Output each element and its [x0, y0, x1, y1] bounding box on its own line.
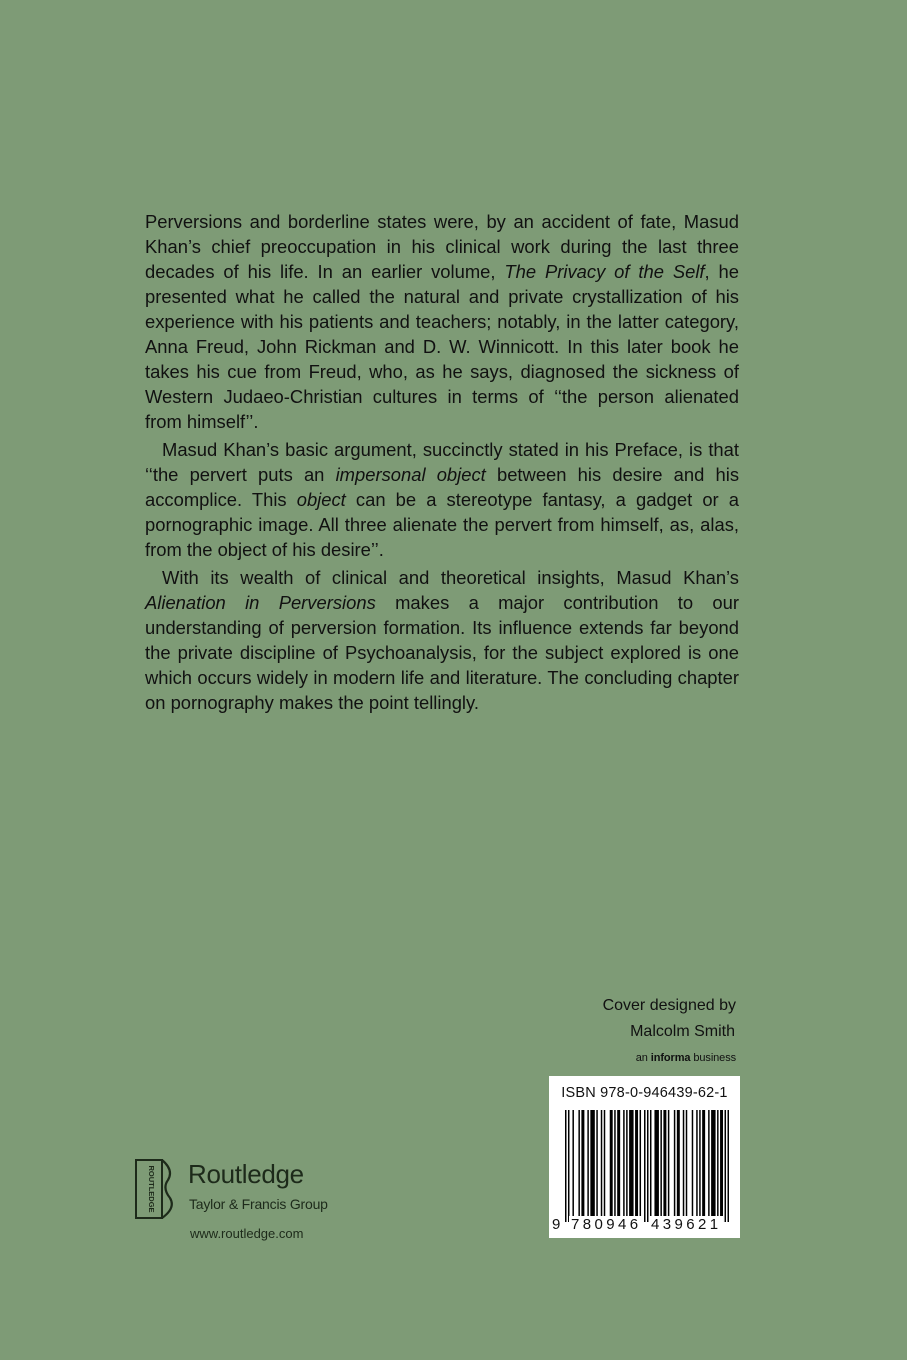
barcode-bar-29: [692, 1110, 693, 1222]
emblem-vertical-text: ROUTLEDGE: [147, 1165, 156, 1213]
barcode-bar-17: [640, 1110, 641, 1222]
barcode-bar-25: [674, 1110, 675, 1222]
barcode-bar-32: [702, 1110, 705, 1222]
blurb-p2-text-b: between his desire and his accomplice. This: [145, 464, 740, 510]
barcode-bar-21: [654, 1110, 658, 1222]
routledge-logo: [134, 1158, 354, 1222]
credit-line-2: Malcolm Smith: [630, 1023, 735, 1040]
informa-pre: an: [635, 1052, 651, 1064]
blurb-p3-text-b: makes a major contribution to our understanding of perversion formation. Its influence extends far beyond the private discipline of Psychoanalysis, for the subject explored is one which occurs widely in modern life and literature. The concluding chapter on pornography makes the point tellingly.: [145, 592, 739, 713]
barcode-bar-33: [708, 1110, 709, 1222]
informa-brand: informa: [650, 1052, 691, 1064]
blurb-p2-text-a: Masud Khan’s basic argument, succinctly stated in his Preface, is that ‘‘the pervert puts an: [145, 439, 739, 485]
barcode-bar-11: [614, 1110, 615, 1222]
publisher-website: www.routledge.com: [190, 1226, 304, 1241]
barcode-bar-22: [660, 1110, 661, 1222]
barcode-bar-24: [668, 1110, 669, 1222]
barcode-bar-27: [683, 1110, 684, 1222]
barcode-bar-28: [686, 1110, 687, 1222]
cover-designer-credit: [603, 993, 736, 1045]
barcode-bar-19: [647, 1110, 648, 1222]
barcode-bar-9: [604, 1110, 605, 1222]
blurb-p1-text-b: , he presented what he called the natural and private crystallization of his experience with his patients and teachers; notably, in the latter category, Anna Freud, John Rickman and D. W. Winnicott. In this later book he takes his cue from Freud, who, as he says, diagnosed the sickness of Western Judaeo-Christian cultures in terms of ‘‘the person alienated from himself’’.: [145, 261, 740, 432]
blurb-p1-text-a: Perversions and borderline states were, by an accident of fate, Masud Khan’s chief preoccupation in his clinical work during the last three decades of his life. In an earlier volume,: [145, 211, 739, 282]
publisher-group: Taylor & Francis Group: [189, 1196, 328, 1212]
barcode-bar-0: [565, 1110, 566, 1222]
barcode-digit-group-2: 439621: [651, 1216, 722, 1233]
barcode-bars: [565, 1110, 729, 1222]
isbn-barcode: [549, 1076, 740, 1238]
book-title-alienation-in-perversions: Alienation in Perversions: [145, 592, 376, 613]
barcode-bar-3: [578, 1110, 579, 1222]
barcode-bar-6: [590, 1110, 594, 1222]
informa-post: business: [690, 1052, 736, 1064]
barcode-bar-37: [725, 1110, 726, 1222]
barcode-bar-4: [581, 1110, 584, 1222]
publisher-name: Routledge: [188, 1159, 304, 1189]
blurb-paragraph-2: [145, 437, 739, 562]
blurb-p3-text-a: With its wealth of clinical and theoretical insights, Masud Khan’s: [162, 567, 739, 588]
barcode-bar-2: [572, 1110, 573, 1222]
barcode-bar-23: [663, 1110, 666, 1222]
barcode-bar-34: [711, 1110, 715, 1222]
barcode-bar-20: [650, 1110, 651, 1222]
barcode-bar-30: [696, 1110, 697, 1222]
barcode-bar-14: [626, 1110, 627, 1222]
back-cover-blurb: [145, 209, 739, 715]
barcode-bar-15: [629, 1110, 633, 1222]
barcode-bar-35: [717, 1110, 718, 1222]
emphasis-impersonal-object: impersonal object: [335, 464, 486, 485]
barcode-bar-5: [587, 1110, 588, 1222]
barcode-bar-7: [596, 1110, 597, 1222]
barcode-bar-36: [720, 1110, 723, 1222]
blurb-paragraph-1: [145, 209, 739, 434]
informa-business-tagline: [636, 1052, 736, 1064]
barcode-bar-16: [635, 1110, 638, 1222]
barcode-bar-1: [568, 1110, 569, 1222]
barcode-bar-13: [623, 1110, 624, 1222]
barcode-bar-12: [617, 1110, 620, 1222]
barcode-bar-18: [644, 1110, 645, 1222]
book-title-privacy-of-the-self: The Privacy of the Self: [504, 261, 705, 282]
blurb-p2-text-c: can be a stereotype fantasy, a gadget or a pornographic image. All three alienate the pervert from himself, as, alas, from the object of his desire’’.: [145, 489, 739, 560]
blurb-paragraph-3: [145, 565, 739, 715]
routledge-emblem-icon: [134, 1158, 176, 1220]
barcode-digit-group-1: 780946: [571, 1216, 642, 1233]
barcode-bar-26: [677, 1110, 680, 1222]
barcode-bar-8: [601, 1110, 602, 1222]
barcode-bar-10: [610, 1110, 613, 1222]
barcode-bar-38: [728, 1110, 729, 1222]
emphasis-object: object: [296, 489, 346, 510]
barcode-digit-first: 9: [552, 1216, 564, 1233]
credit-line-1: Cover designed by: [602, 997, 736, 1014]
barcode-bar-31: [699, 1110, 700, 1222]
isbn-label: ISBN 978-0-946439-62-1: [561, 1085, 728, 1101]
